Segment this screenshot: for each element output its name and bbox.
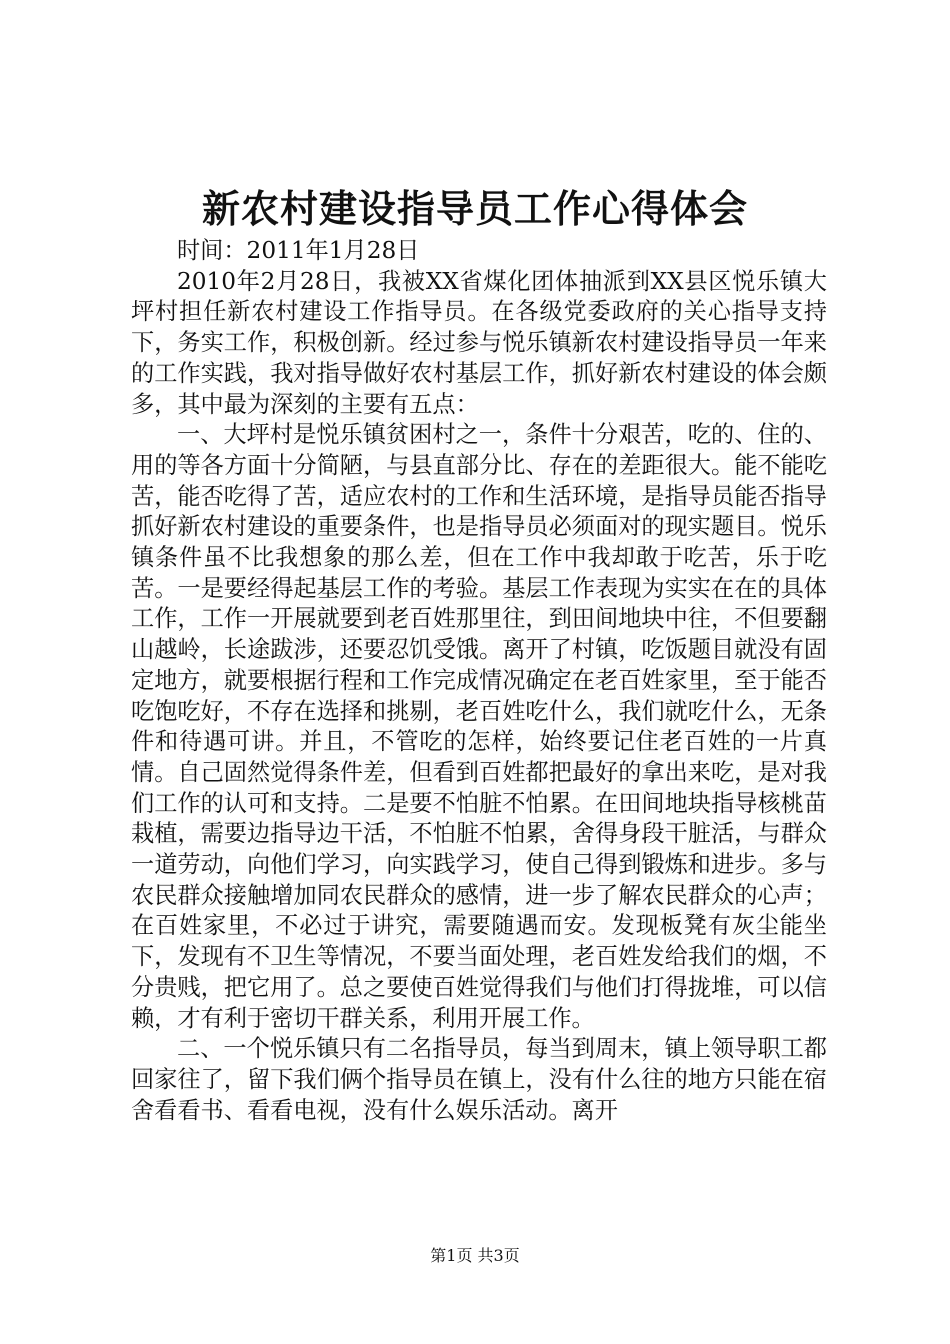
document-body	[131, 236, 827, 1126]
date-line: 时间：2011年1月28日	[177, 237, 420, 264]
paragraph-point-two: 二、一个悦乐镇只有二名指导员，每当到周末，镇上领导职工都回家往了，留下我们俩个指导员在镇上，没有什么往的地方只能在宿舍看看书、看看电视，没有什么娱乐活动。离开	[131, 1035, 827, 1124]
document-title: 新农村建设指导员工作心得体会	[201, 186, 748, 231]
paragraph-point-one: 一、大坪村是悦乐镇贫困村之一，条件十分艰苦，吃的、住的、用的等各方面十分简陋，与县直部分比、存在的差距很大。能不能吃苦，能否吃得了苦，适应农村的工作和生活环境，是指导员能否指导抓好新农村建设的重要条件，也是指导员必须面对的现实题目。悦乐镇条件虽不比我想象的那么差，但在工作中我却敢于吃苦，乐于吃苦。一是要经得起基层工作的考验。基层工作表现为实实在在的具体工作，工作一开展就要到老百姓那里往，到田间地块中往，不但要翻山越岭，长途跋涉，还要忍饥受饿。离开了村镇，吃饭题目就没有固定地方，就要根据行程和工作完成情况确定在老百姓家里，至于能否吃饱吃好，不存在选择和挑剔，老百姓吃什么，我们就吃什么，无条件和待遇可讲。并且，不管吃的怎样，始终要记住老百姓的一片真情。自己固然觉得条件差，但看到百姓都把最好的拿出来吃，是对我们工作的认可和支持。二是要不怕脏不怕累。在田间地块指导核桃苗栽植，需要边指导边干活，不怕脏不怕累，舍得身段干脏活，与群众一道劳动，向他们学习，向实践学习，使自己得到锻炼和进步。多与农民群众接触增加同农民群众的感情，进一步了解农民群众的心声；在百姓家里，不必过于讲究，需要随遇而安。发现板凳有灰尘能坐下，发现有不卫生等情况，不要当面处理，老百姓发给我们的烟，不分贵贱，把它用了。总之要使百姓觉得我们与他们打得拢堆，可以信赖，才有利于密切干群关系，利用开展工作。	[131, 421, 827, 1032]
page-footer: 第1页 共3页	[430, 1246, 520, 1265]
paragraph-intro: 2010年2月28日，我被XX省煤化团体抽派到XX县区悦乐镇大坪村担任新农村建设工作指导员。在各级党委政府的关心指导支持下，务实工作，积极创新。经过参与悦乐镇新农村建设指导员一年来的工作实践，我对指导做好农村基层工作，抓好新农村建设的体会颇多，其中最为深刻的主要有五点：	[131, 267, 827, 418]
